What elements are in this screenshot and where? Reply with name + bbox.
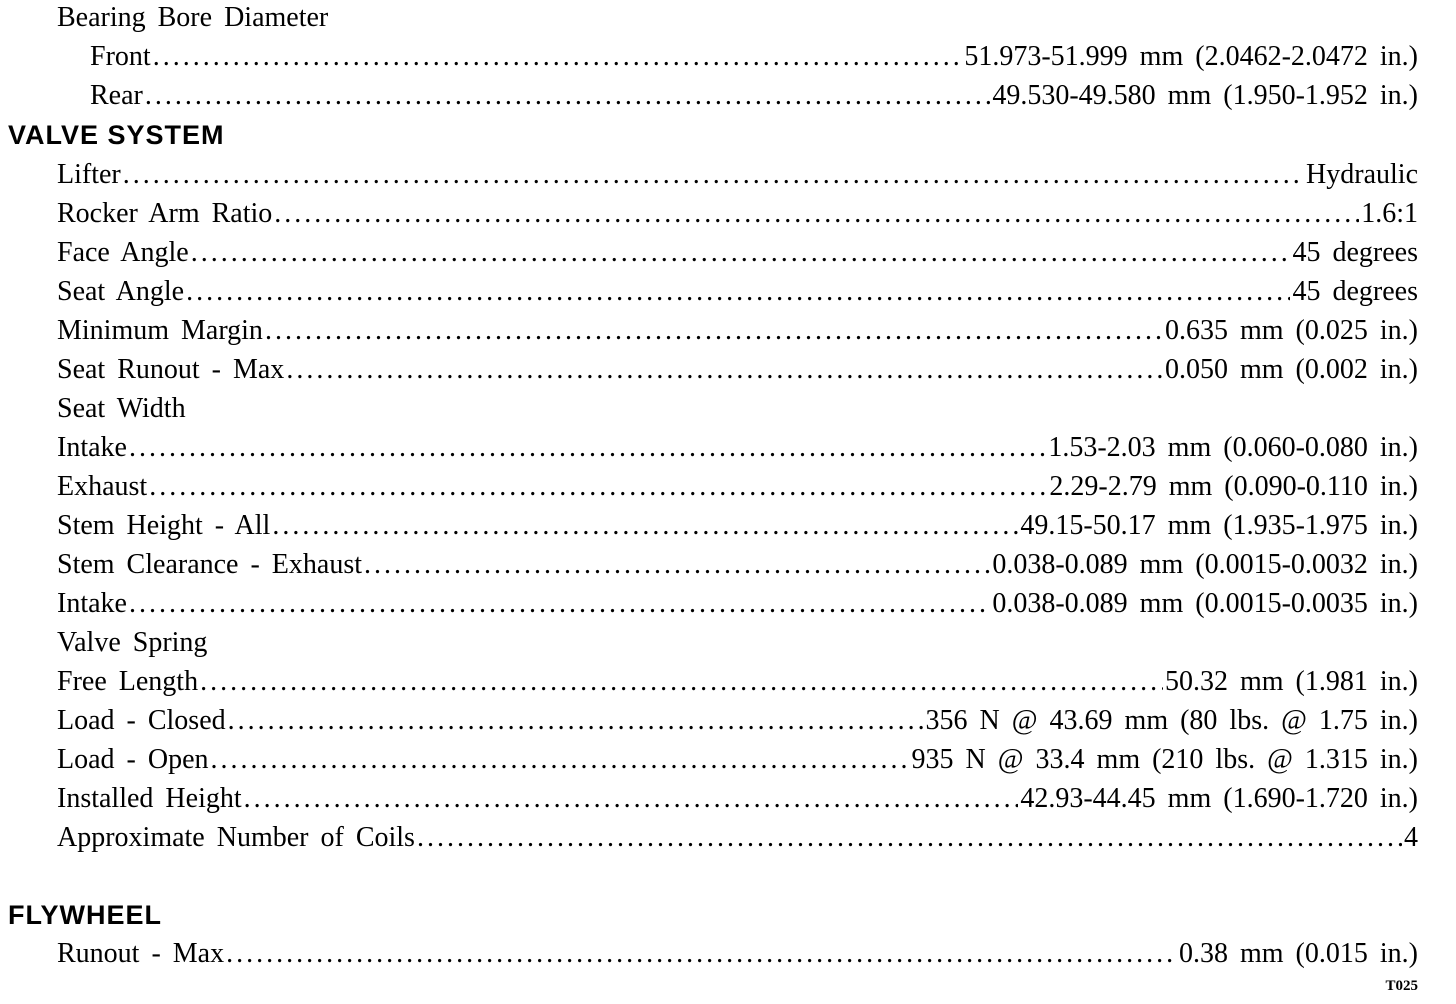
spec-label: Intake <box>57 588 127 619</box>
page-code: T025 <box>1385 978 1418 994</box>
dot-leader <box>145 79 991 113</box>
dot-leader <box>228 704 924 738</box>
spec-label: Runout - Max <box>57 938 225 969</box>
spec-value: 50.32 mm (1.981 in.) <box>1165 666 1418 697</box>
spec-row-minimum-margin <box>57 314 1418 348</box>
spec-label: Seat Runout - Max <box>57 354 285 385</box>
spec-row-face-angle <box>57 236 1418 270</box>
spec-value: 1.6:1 <box>1361 198 1418 229</box>
dot-leader <box>226 937 1177 971</box>
spec-value: 0.050 mm (0.002 in.) <box>1165 354 1418 385</box>
spec-label: Installed Height <box>57 783 242 814</box>
spec-row-rear <box>90 79 1418 113</box>
spec-value: 51.973-51.999 mm (2.0462-2.0472 in.) <box>964 41 1418 72</box>
spec-row-lifter <box>57 158 1418 192</box>
spec-value: 0.038-0.089 mm (0.0015-0.0032 in.) <box>992 549 1418 580</box>
spec-row-installed-height <box>57 782 1418 816</box>
dot-leader <box>200 665 1163 699</box>
dot-leader <box>244 782 1019 816</box>
spec-value: 0.38 mm (0.015 in.) <box>1179 938 1418 969</box>
dot-leader <box>286 353 1163 387</box>
spec-label: Load - Open <box>57 744 209 775</box>
spec-label: Minimum Margin <box>57 315 263 346</box>
dot-leader <box>211 743 910 777</box>
spec-label: Approximate Number of Coils <box>57 822 415 853</box>
spec-value: 0.038-0.089 mm (0.0015-0.0035 in.) <box>992 588 1418 619</box>
seat-width-label: Seat Width <box>57 393 186 424</box>
spec-label: Exhaust <box>57 471 148 502</box>
section-heading-flywheel: FLYWHEEL <box>8 900 163 930</box>
spec-label: Rocker Arm Ratio <box>57 198 273 229</box>
spec-label: Stem Clearance - Exhaust <box>57 549 363 580</box>
spec-label: Rear <box>90 80 143 111</box>
dot-leader <box>417 821 1402 855</box>
spec-row-load-closed <box>57 704 1418 738</box>
dot-leader <box>265 314 1163 348</box>
spec-row-stem-clearance-exhaust <box>57 548 1418 582</box>
spec-label: Intake <box>57 432 127 463</box>
spec-row-seat-angle <box>57 275 1418 309</box>
spec-row-load-open <box>57 743 1418 777</box>
spec-value: 45 degrees <box>1292 276 1418 307</box>
spec-value: Hydraulic <box>1306 159 1418 190</box>
spec-row-rocker-arm-ratio <box>57 197 1418 231</box>
dot-leader <box>123 158 1304 192</box>
dot-leader <box>129 431 1046 465</box>
spec-row-number-of-coils <box>57 821 1418 855</box>
spec-value: 45 degrees <box>1292 237 1418 268</box>
spec-value: 49.530-49.580 mm (1.950-1.952 in.) <box>992 80 1418 111</box>
spec-label: Lifter <box>57 159 121 190</box>
spec-label: Stem Height - All <box>57 510 271 541</box>
spec-value: 1.53-2.03 mm (0.060-0.080 in.) <box>1048 432 1418 463</box>
valve-spring-label: Valve Spring <box>57 627 208 658</box>
spec-row-flywheel-runout <box>57 937 1418 971</box>
spec-row-stem-height <box>57 509 1418 543</box>
dot-leader <box>274 197 1359 231</box>
spec-label: Load - Closed <box>57 705 226 736</box>
spec-label: Face Angle <box>57 237 189 268</box>
section-heading-valve-system: VALVE SYSTEM <box>8 120 225 150</box>
dot-leader <box>191 236 1291 270</box>
dot-leader <box>186 275 1290 309</box>
spec-label: Front <box>90 41 151 72</box>
spec-value: 356 N @ 43.69 mm (80 lbs. @ 1.75 in.) <box>925 705 1418 736</box>
spec-value: 49.15-50.17 mm (1.935-1.975 in.) <box>1020 510 1418 541</box>
dot-leader <box>272 509 1018 543</box>
spec-row-front <box>90 40 1418 74</box>
spec-row-stem-clearance-intake <box>57 587 1418 621</box>
dot-leader <box>129 587 990 621</box>
spec-value: 4 <box>1404 822 1418 853</box>
spec-label: Seat Angle <box>57 276 185 307</box>
dot-leader <box>153 40 963 74</box>
spec-value: 0.635 mm (0.025 in.) <box>1165 315 1418 346</box>
dot-leader <box>364 548 990 582</box>
spec-row-seat-width-exhaust <box>57 470 1418 504</box>
dot-leader <box>149 470 1047 504</box>
spec-value: 2.29-2.79 mm (0.090-0.110 in.) <box>1049 471 1418 502</box>
spec-row-seat-runout <box>57 353 1418 387</box>
spec-value: 935 N @ 33.4 mm (210 lbs. @ 1.315 in.) <box>911 744 1418 775</box>
spec-row-seat-width-intake <box>57 431 1418 465</box>
spec-label: Free Length <box>57 666 199 697</box>
bearing-bore-diameter-label: Bearing Bore Diameter <box>57 2 329 33</box>
spec-row-free-length <box>57 665 1418 699</box>
spec-value: 42.93-44.45 mm (1.690-1.720 in.) <box>1020 783 1418 814</box>
